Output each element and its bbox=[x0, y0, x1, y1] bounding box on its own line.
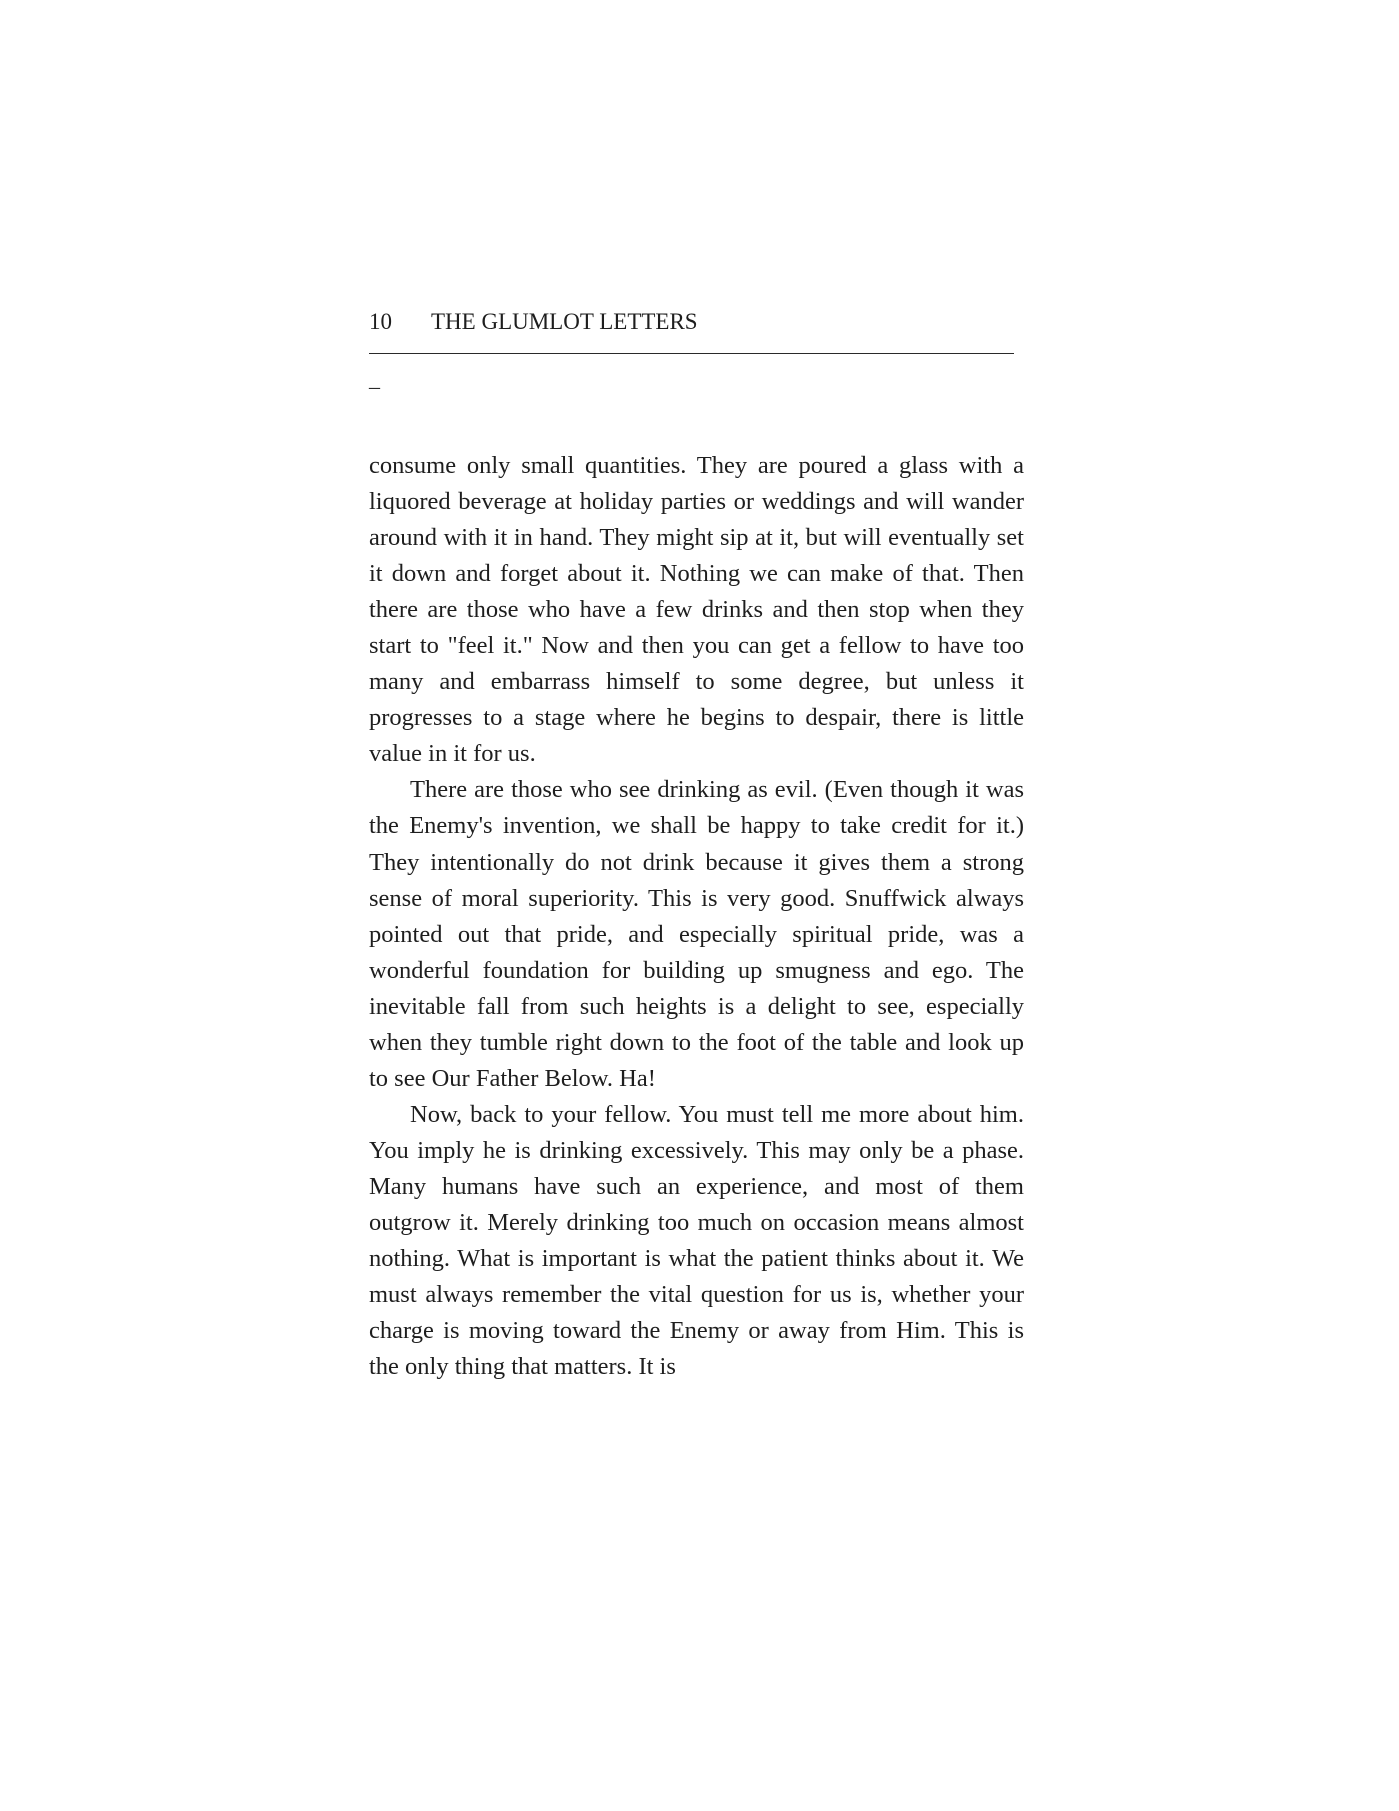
running-head bbox=[369, 310, 1014, 333]
paragraph-continued: consume only small quantities. They are poured a glass with a liquored beverage at holiday parties or weddings and will wander around with it in hand. They might sip at it, but will eventually set it down and forget about it. Nothing we can make of that. Then there are those who have a few drinks and then stop when they start to "feel it." Now and then you can get a fellow to have too many and embarrass himself to some degree, but unless it progresses to a stage where he begins to despair, there is little value in it for us. bbox=[369, 452, 1024, 768]
running-title: THE GLUMLOT LETTERS bbox=[431, 309, 698, 334]
page-number: 10 bbox=[369, 309, 392, 334]
paragraph-drinking-as-evil: There are those who see drinking as evil. (Even though it was the Enemy's invention, we shall be happy to take credit for it.) They intentionally do not drink because it gives them a strong sense of moral superiority. This is very good. Snuffwick always pointed out that pride, and especially spiritual pride, was a wonderful foundation for building up smugness and ego. The inevitable fall from such heights is a delight to see, especially when they tumble right down to the foot of the table and look up to see Our Father Below. Ha! bbox=[369, 776, 1024, 1092]
stray-underscore-mark: _ bbox=[369, 366, 380, 391]
paragraph-back-to-your-fellow: Now, back to your fellow. You must tell me more about him. You imply he is drinking excessively. This may only be a phase. Many humans have such an experience, and most of them outgrow it. Merely drinking too much on occasion means almost nothing. What is important is what the patient thinks about it. We must always remember the vital question for us is, whether your charge is moving toward the Enemy or away from Him. This is the only thing that matters. It is bbox=[369, 1100, 1024, 1381]
header-rule bbox=[369, 353, 1014, 354]
body-text bbox=[369, 448, 1024, 1385]
